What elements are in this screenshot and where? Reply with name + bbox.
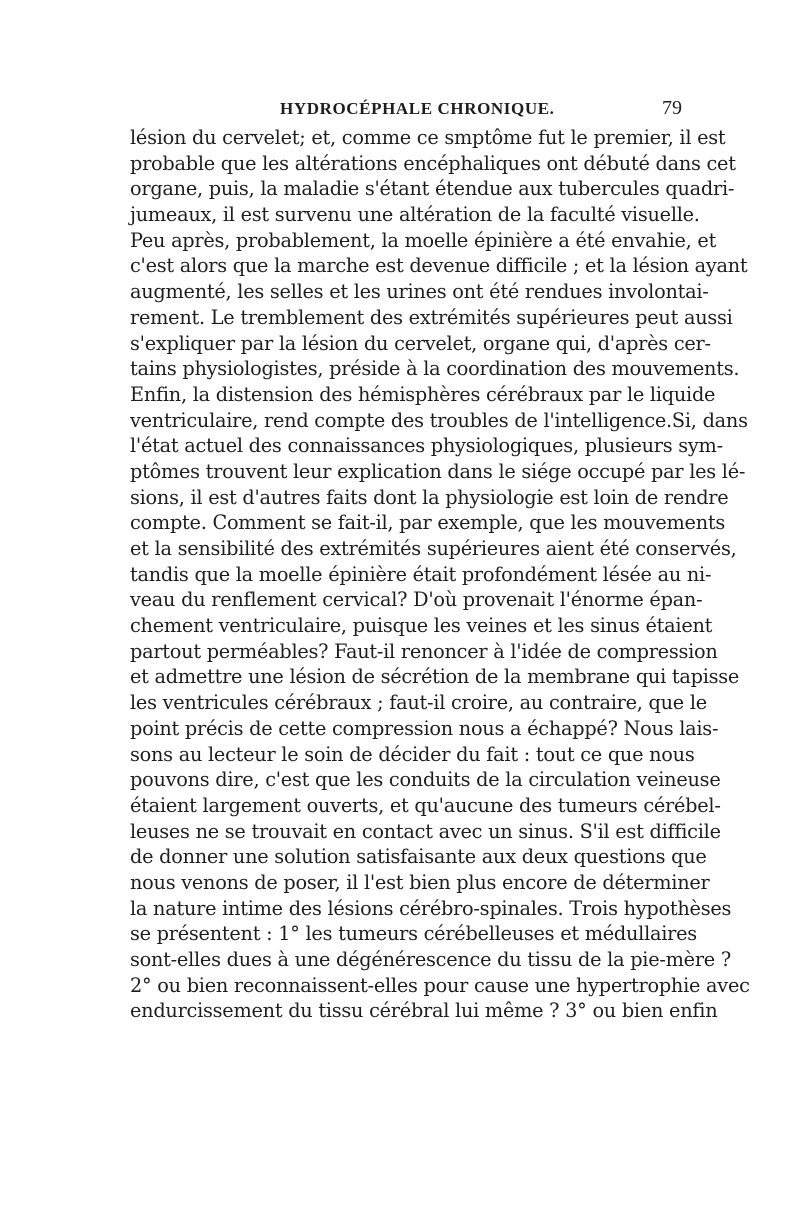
text-line: les ventricules cérébraux ; faut-il croire, au contraire, que le bbox=[130, 691, 707, 715]
text-line: Enfin, la distension des hémisphères cérébraux par le liquide bbox=[130, 382, 716, 406]
running-title: HYDROCÉPHALE CHRONIQUE. bbox=[280, 99, 555, 118]
text-line: endurcissement du tissu cérébral lui même ? 3° ou bien enfin bbox=[130, 999, 718, 1023]
text-line: compte. Comment se fait-il, par exemple, que les mouvements bbox=[130, 511, 726, 535]
text-line: étaient largement ouverts, et qu'aucune des tumeurs cérébel- bbox=[130, 793, 721, 817]
text-line: tains physiologistes, préside à la coordination des mouvements. bbox=[130, 357, 740, 381]
text-line: ventriculaire, rend compte des troubles de l'intelligence.Si, dans bbox=[130, 408, 748, 432]
text-line: et admettre une lésion de sécrétion de la membrane qui tapisse bbox=[130, 665, 740, 689]
text-line: sions, il est d'autres faits dont la physiologie est loin de rendre bbox=[130, 485, 729, 509]
text-line: leuses ne se trouvait en contact avec un sinus. S'il est difficile bbox=[130, 819, 721, 843]
page-number: 79 bbox=[662, 97, 682, 119]
text-line: 2° ou bien reconnaissent-elles pour cause une hypertrophie avec bbox=[130, 973, 750, 997]
text-line: augmenté, les selles et les urines ont été rendues involontai- bbox=[130, 280, 709, 304]
text-line: tandis que la moelle épinière était profondément lésée au ni- bbox=[130, 562, 712, 586]
text-line: sons au lecteur le soin de décider du fait : tout ce que nous bbox=[130, 742, 695, 766]
text-line: point précis de cette compression nous a échappé? Nous lais- bbox=[130, 716, 719, 740]
text-line: pouvons dire, c'est que les conduits de la circulation veineuse bbox=[130, 768, 721, 792]
text-line: se présentent : 1° les tumeurs cérébelleuses et médullaires bbox=[130, 922, 697, 946]
text-line: et la sensibilité des extrémités supérieures aient été conservés, bbox=[130, 537, 737, 560]
text-line: de donner une solution satisfaisante aux deux questions que bbox=[130, 845, 707, 869]
text-line: la nature intime des lésions cérébro-spinales. Trois hypothèses bbox=[130, 896, 732, 920]
text-line: veau du renflement cervical? D'où provenait l'énorme épan- bbox=[130, 588, 703, 612]
text-line: rement. Le tremblement des extrémités supérieures peut aussi bbox=[130, 305, 733, 329]
text-line: lésion du cervelet; et, comme ce smptôme fut le premier, il est bbox=[130, 126, 726, 149]
text-line: sont-elles dues à une dégénérescence du tissu de la pie-mère ? bbox=[130, 948, 731, 971]
text-line: Peu après, probablement, la moelle épinière a été envahie, et bbox=[130, 228, 717, 252]
text-line: probable que les altérations encéphaliques ont débuté dans cet bbox=[130, 151, 736, 175]
text-line: ptômes trouvent leur explication dans le siége occupé par les lé- bbox=[130, 459, 746, 483]
body-paragraph bbox=[130, 125, 750, 1024]
text-line: organe, puis, la maladie s'étant étendue aux tubercules quadri- bbox=[130, 177, 735, 201]
text-line: s'expliquer par la lésion du cervelet, organe qui, d'après cer- bbox=[130, 331, 711, 355]
text-line: l'état actuel des connaissances physiologiques, plusieurs sym- bbox=[130, 434, 723, 458]
text-line: nous venons de poser, il l'est bien plus encore de déterminer bbox=[130, 870, 710, 894]
text-line: partout perméables? Faut-il renoncer à l'idée de compression bbox=[130, 639, 718, 663]
running-head bbox=[130, 99, 682, 123]
text-line: chement ventriculaire, puisque les veines et les sinus étaient bbox=[130, 614, 713, 638]
text-line: c'est alors que la marche est devenue difficile ; et la lésion ayant bbox=[130, 254, 748, 278]
text-line: jumeaux, il est survenu une altération de la faculté visuelle. bbox=[130, 203, 700, 227]
